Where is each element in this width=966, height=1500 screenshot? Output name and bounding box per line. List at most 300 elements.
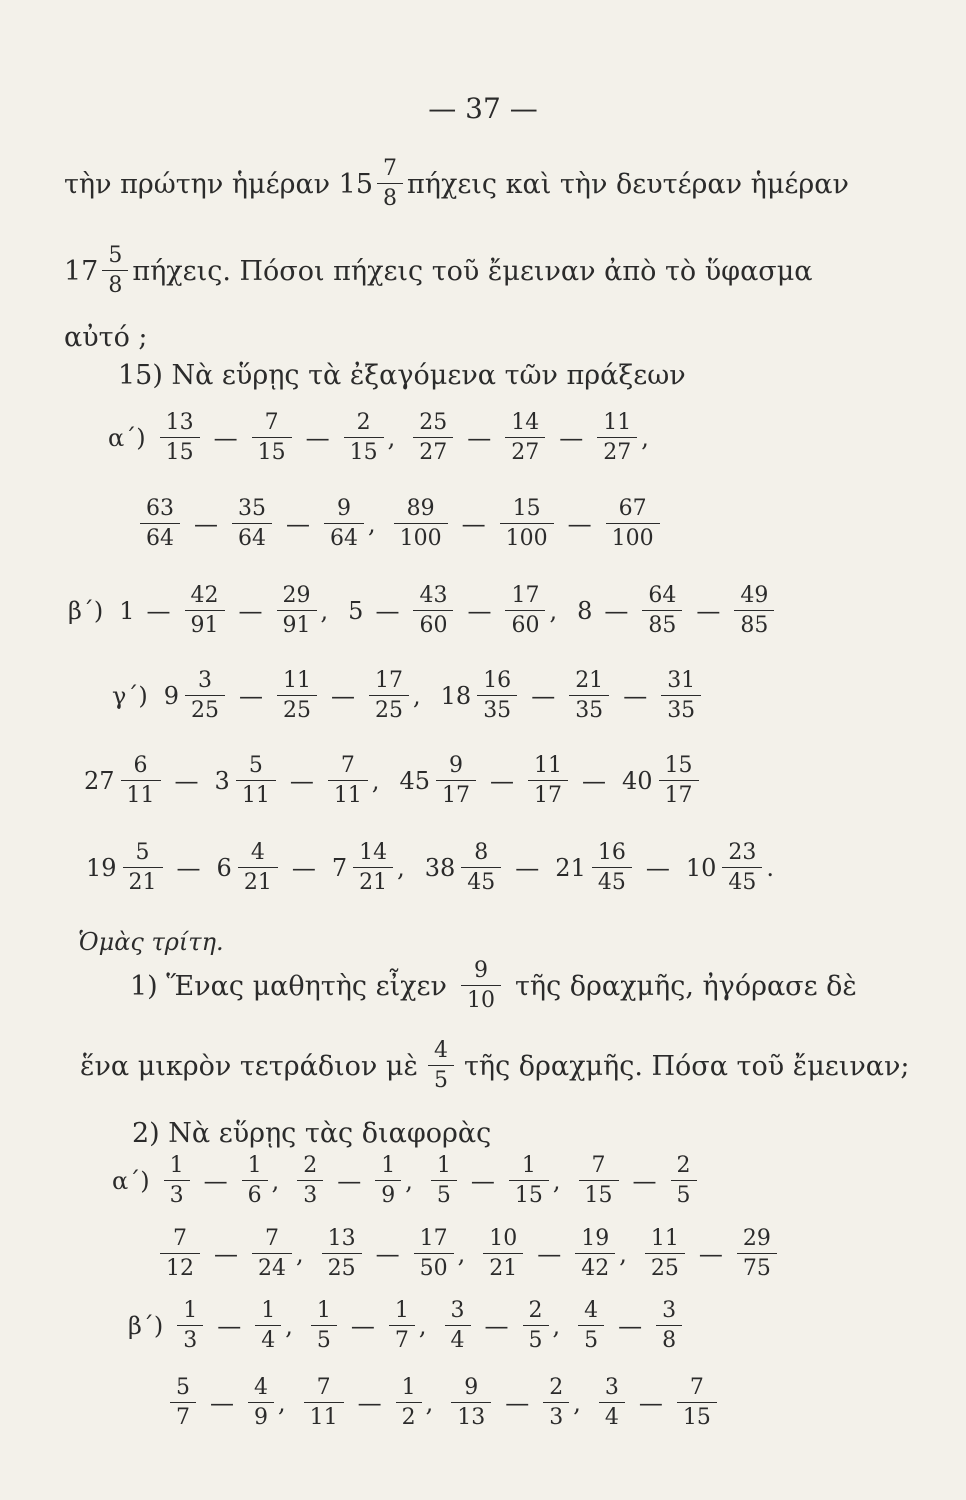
fraction [164, 1155, 190, 1207]
punctuation: , [387, 424, 396, 452]
fraction [645, 1228, 685, 1280]
denominator: 11 [121, 780, 161, 807]
fraction: $\frac{4}{5}$ [428, 1040, 454, 1092]
fraction [413, 585, 453, 637]
denominator: 13 [451, 1402, 491, 1429]
page-number: — 37 — [428, 92, 538, 125]
whole-number: 7 [331, 854, 348, 882]
minus-sign: — [375, 597, 400, 625]
denominator: 17 [436, 780, 476, 807]
whole-number: 38 [424, 854, 456, 882]
minus-sign: — [698, 1240, 723, 1268]
punctuation: . [766, 854, 775, 882]
fraction [661, 670, 701, 722]
minus-sign: — [217, 1312, 242, 1340]
numerator: 4 [584, 1298, 599, 1323]
fraction [509, 1155, 549, 1207]
fraction [579, 1155, 619, 1207]
numerator: 9 [337, 496, 351, 521]
minus-sign: — [467, 597, 492, 625]
numerator: 7 [265, 1226, 279, 1251]
whole-number: 10 [685, 854, 717, 882]
item-label: β΄) [128, 1312, 164, 1340]
fraction [578, 1300, 604, 1352]
denominator: 100 [394, 523, 448, 550]
denominator: 85 [642, 610, 682, 637]
fraction [414, 1228, 454, 1280]
numerator: 3 [604, 1375, 619, 1400]
minus-sign: — [484, 1312, 509, 1340]
fraction [394, 498, 448, 550]
numerator: 2 [303, 1153, 318, 1178]
denominator: 15 [344, 437, 384, 464]
punctuation: , [285, 1312, 293, 1340]
minus-sign: — [238, 597, 263, 625]
minus-sign: — [696, 597, 721, 625]
difference-row-4 [166, 1377, 721, 1429]
fraction [505, 412, 545, 464]
numerator: 1 [183, 1298, 198, 1323]
punctuation: , [573, 1389, 581, 1417]
numerator: 49 [740, 583, 769, 608]
difference-row-2 [156, 1228, 781, 1280]
minus-sign: — [176, 854, 201, 882]
minus-sign: — [582, 767, 607, 795]
minus-sign: — [567, 510, 592, 538]
numerator: 14 [359, 840, 388, 865]
denominator: 64 [324, 523, 364, 550]
denominator: 25 [369, 695, 409, 722]
punctuation: , [405, 1167, 413, 1195]
fraction [734, 585, 774, 637]
denominator: 35 [661, 695, 701, 722]
denominator: 12 [160, 1253, 200, 1280]
denominator: 64 [232, 523, 272, 550]
exercise-row-2 [136, 498, 664, 550]
denominator: 85 [734, 610, 774, 637]
whole-number: 18 [440, 682, 472, 710]
numerator: 7 [173, 1226, 187, 1251]
exercise-row-1 [108, 412, 663, 464]
denominator: 15 [160, 437, 200, 464]
fraction [543, 1377, 569, 1429]
fraction [353, 842, 393, 894]
punctuation: , [371, 767, 380, 795]
denominator: 15 [252, 437, 292, 464]
denominator: 4 [255, 1325, 281, 1352]
fraction [396, 1377, 422, 1429]
item-label: α΄) [112, 1167, 150, 1195]
denominator: 5 [523, 1325, 549, 1352]
fraction [123, 842, 163, 894]
minus-sign: — [461, 510, 486, 538]
numerator: 7 [689, 1375, 704, 1400]
numerator: 3 [198, 668, 212, 693]
difference-row-1 [112, 1155, 701, 1207]
numerator: 6 [133, 753, 148, 778]
minus-sign: — [174, 767, 199, 795]
minus-sign: — [531, 682, 556, 710]
intro-line-1 [64, 158, 849, 210]
whole-number: 27 [84, 767, 115, 795]
numerator: 11 [650, 1226, 679, 1251]
fraction [252, 1228, 292, 1280]
whole-number: 6 [216, 854, 232, 882]
numerator: 42 [190, 583, 219, 608]
fraction [528, 755, 568, 807]
numerator: 2 [356, 410, 371, 435]
fraction [375, 1155, 401, 1207]
punctuation: , [271, 1167, 280, 1195]
fraction [451, 1377, 491, 1429]
denominator: 27 [505, 437, 545, 464]
denominator: 21 [483, 1253, 523, 1280]
exercise-row-6 [80, 842, 788, 894]
punctuation: , [296, 1240, 304, 1268]
fraction [277, 670, 317, 722]
numerator: 21 [575, 668, 604, 693]
denominator: 91 [277, 610, 317, 637]
minus-sign: — [350, 1312, 375, 1340]
punctuation: , [413, 682, 421, 710]
minus-sign: — [291, 854, 316, 882]
fraction [642, 585, 682, 637]
minus-sign: — [214, 1240, 238, 1268]
fraction [505, 585, 545, 637]
item-label: α΄) [108, 424, 146, 452]
denominator: 15 [677, 1402, 717, 1429]
denominator: 3 [297, 1180, 323, 1207]
minus-sign: — [505, 1389, 530, 1417]
numerator: 31 [667, 668, 696, 693]
intro-text-1a: τὴν πρώτην ἡμέραν 15 [64, 168, 374, 200]
fraction [500, 498, 554, 550]
minus-sign: — [515, 854, 540, 882]
denominator: 7 [170, 1402, 196, 1429]
numerator: 7 [264, 410, 279, 435]
fraction: $\frac{9}{10}$ [461, 960, 501, 1012]
denominator: 6 [242, 1180, 268, 1207]
denominator: 3 [177, 1325, 203, 1352]
minus-sign: — [623, 682, 648, 710]
minus-sign: — [286, 510, 310, 538]
numerator: 43 [419, 583, 448, 608]
denominator: 5 [578, 1325, 604, 1352]
punctuation: , [368, 510, 376, 538]
exercise-row-4 [112, 670, 705, 722]
denominator: 15 [509, 1180, 549, 1207]
fraction [445, 1300, 471, 1352]
numerator: 1 [436, 1153, 451, 1178]
fraction [737, 1228, 777, 1280]
fraction [255, 1300, 281, 1352]
denominator: 91 [185, 610, 225, 637]
numerator: 17 [511, 583, 540, 608]
fraction [575, 1228, 615, 1280]
minus-sign: — [289, 767, 314, 795]
fraction [238, 842, 278, 894]
numerator: 35 [238, 496, 266, 521]
fraction [344, 412, 384, 464]
denominator: 3 [164, 1180, 190, 1207]
denominator: 2 [396, 1402, 422, 1429]
minus-sign: — [490, 767, 515, 795]
punctuation: , [320, 597, 329, 625]
numerator: 1 [521, 1153, 536, 1178]
denominator: 15 [579, 1180, 619, 1207]
difference-row-3 [128, 1300, 686, 1352]
whole-number: 8 [577, 597, 593, 625]
fraction [185, 585, 225, 637]
minus-sign: — [239, 682, 263, 710]
numerator: 89 [406, 496, 435, 521]
fraction [324, 498, 364, 550]
punctuation: , [619, 1240, 627, 1268]
minus-sign: — [213, 424, 238, 452]
fraction [659, 755, 699, 807]
punctuation: , [549, 597, 558, 625]
fraction [461, 842, 501, 894]
numerator: 1 [261, 1298, 276, 1323]
denominator: 25 [645, 1253, 685, 1280]
denominator: 7 [389, 1325, 415, 1352]
whole-number: 5 [348, 597, 364, 625]
minus-sign: — [194, 510, 218, 538]
minus-sign: — [537, 1240, 562, 1268]
denominator: 9 [248, 1402, 274, 1429]
numerator: 16 [483, 668, 512, 693]
punctuation: , [457, 1240, 466, 1268]
denominator: 75 [737, 1253, 777, 1280]
denominator: 35 [569, 695, 609, 722]
numerator: 4 [254, 1375, 268, 1400]
fraction [389, 1300, 415, 1352]
numerator: 7 [340, 753, 355, 778]
numerator: 11 [283, 668, 311, 693]
numerator: 29 [742, 1226, 771, 1251]
fraction [236, 755, 276, 807]
fraction [656, 1300, 682, 1352]
numerator: 67 [618, 496, 647, 521]
numerator: 1 [401, 1375, 416, 1400]
numerator: 3 [662, 1298, 677, 1323]
problem-1-line-1: 1) Ἕνας μαθητὴς εἶχεν $\frac{9}{10}$ τῆς δραχμῆς, ἠγόρασε δὲ [130, 958, 857, 1013]
punctuation: , [552, 1312, 561, 1340]
denominator: 8 [656, 1325, 682, 1352]
fraction [671, 1155, 697, 1207]
numerator: 1 [316, 1298, 331, 1323]
punctuation: , [552, 1167, 561, 1195]
numerator: 2 [528, 1298, 543, 1323]
fraction [328, 755, 368, 807]
numerator: 2 [549, 1375, 564, 1400]
minus-sign: — [470, 1167, 495, 1195]
fraction [477, 670, 517, 722]
denominator: 21 [238, 867, 278, 894]
denominator: 25 [277, 695, 317, 722]
fraction [413, 412, 453, 464]
numerator: 5 [176, 1375, 190, 1400]
minus-sign: — [638, 1389, 663, 1417]
fraction [160, 412, 200, 464]
intro-line-3: αὐτό ; [64, 322, 148, 353]
numerator: 17 [375, 668, 403, 693]
group-title: Ὁμὰς τρίτη. [78, 928, 224, 956]
fraction [185, 670, 225, 722]
minus-sign: — [357, 1389, 382, 1417]
numerator: 13 [327, 1226, 356, 1251]
numerator: 15 [664, 753, 693, 778]
denominator: 50 [414, 1253, 454, 1280]
punctuation: , [418, 1312, 427, 1340]
denominator: 100 [500, 523, 554, 550]
fraction: $\frac{5}{8}$ [102, 245, 128, 297]
minus-sign: — [645, 854, 670, 882]
problem-2-title: 2) Νὰ εὕρῃς τὰς διαφορὰς [132, 1118, 492, 1149]
whole-number: 1 [119, 597, 135, 625]
minus-sign: — [618, 1312, 643, 1340]
denominator: 25 [322, 1253, 362, 1280]
denominator: 100 [606, 523, 660, 550]
whole-number: 45 [399, 767, 431, 795]
fraction [304, 1377, 344, 1429]
exercise-row-5 [78, 755, 703, 807]
numerator: 7 [316, 1375, 331, 1400]
denominator: 60 [413, 610, 453, 637]
denominator: 35 [477, 695, 517, 722]
denominator: 21 [353, 867, 393, 894]
minus-sign: — [559, 424, 584, 452]
denominator: 5 [311, 1325, 337, 1352]
fraction [177, 1300, 203, 1352]
denominator: 11 [236, 780, 276, 807]
fraction [722, 842, 762, 894]
fraction [431, 1155, 457, 1207]
denominator: 5 [671, 1180, 697, 1207]
exercise-15-title: 15) Νὰ εὕρῃς τὰ ἐξαγόμενα τῶν πράξεων [118, 360, 686, 391]
fraction [592, 842, 632, 894]
exercise-row-3 [68, 585, 778, 637]
numerator: 4 [250, 840, 265, 865]
denominator: 4 [599, 1402, 625, 1429]
fraction [606, 498, 660, 550]
denominator: 25 [185, 695, 225, 722]
whole-number: 3 [214, 767, 230, 795]
intro-line-2: 17 $\frac{5}{8}$ πήχεις. Πόσοι πήχεις τοῦ ἔμειναν ἀπὸ τὸ ὕφασμα [64, 243, 813, 298]
minus-sign: — [203, 1167, 228, 1195]
minus-sign: — [604, 597, 629, 625]
numerator: 1 [394, 1298, 409, 1323]
punctuation: , [397, 854, 405, 882]
numerator: 9 [464, 1375, 479, 1400]
numerator: 14 [511, 410, 540, 435]
numerator: 11 [534, 753, 563, 778]
fraction [677, 1377, 717, 1429]
denominator: 17 [528, 780, 568, 807]
numerator: 9 [449, 753, 464, 778]
fraction [436, 755, 476, 807]
whole-number: 9 [163, 682, 179, 710]
minus-sign: — [467, 424, 492, 452]
numerator: 19 [581, 1226, 610, 1251]
item-label: β΄) [68, 597, 104, 625]
fraction [252, 412, 292, 464]
denominator: 27 [597, 437, 637, 464]
fraction [322, 1228, 362, 1280]
fraction [232, 498, 272, 550]
denominator: 3 [543, 1402, 569, 1429]
numerator: 2 [676, 1153, 691, 1178]
intro-text-2b: πήχεις. Πόσοι πήχεις τοῦ ἔμειναν ἀπὸ τὸ ὕφασμα [132, 255, 813, 287]
denominator: 5 [431, 1180, 457, 1207]
numerator: 25 [419, 410, 448, 435]
problem-1-line-2: ἕνα μικρὸν τετράδιον μὲ $\frac{4}{5}$ τῆς δραχμῆς. Πόσα τοῦ ἔμειναν; [80, 1038, 910, 1093]
minus-sign: — [632, 1167, 657, 1195]
punctuation: , [425, 1389, 434, 1417]
numerator: 64 [648, 583, 677, 608]
numerator: 7 [591, 1153, 606, 1178]
numerator: 17 [419, 1226, 448, 1251]
fraction [121, 755, 161, 807]
intro-text-1b: πήχεις καὶ τὴν δευτέραν ἡμέραν [407, 168, 849, 200]
punctuation: , [641, 424, 649, 452]
denominator: 60 [505, 610, 545, 637]
fraction [569, 670, 609, 722]
numerator: 10 [489, 1226, 518, 1251]
denominator: 45 [722, 867, 762, 894]
punctuation: , [278, 1389, 286, 1417]
fraction [369, 670, 409, 722]
numerator: 29 [282, 583, 311, 608]
numerator: 15 [512, 496, 541, 521]
fraction [170, 1377, 196, 1429]
fraction [277, 585, 317, 637]
denominator: 42 [575, 1253, 615, 1280]
fraction [160, 1228, 200, 1280]
numerator: 63 [146, 496, 174, 521]
numerator: 1 [247, 1153, 262, 1178]
denominator: 27 [413, 437, 453, 464]
denominator: 45 [592, 867, 632, 894]
denominator: 4 [445, 1325, 471, 1352]
minus-sign: — [375, 1240, 400, 1268]
fraction [483, 1228, 523, 1280]
fraction [140, 498, 180, 550]
numerator: 1 [169, 1153, 184, 1178]
whole-number: 40 [622, 767, 653, 795]
numerator: 5 [248, 753, 263, 778]
whole-number: 19 [86, 854, 117, 882]
fraction [599, 1377, 625, 1429]
numerator: 13 [165, 410, 194, 435]
denominator: 24 [252, 1253, 292, 1280]
denominator: 21 [123, 867, 163, 894]
numerator: 3 [450, 1298, 465, 1323]
fraction [248, 1377, 274, 1429]
minus-sign: — [305, 424, 330, 452]
numerator: 8 [474, 840, 489, 865]
fraction [242, 1155, 268, 1207]
numerator: 11 [603, 410, 632, 435]
denominator: 11 [304, 1402, 344, 1429]
fraction [597, 412, 637, 464]
denominator: 17 [659, 780, 699, 807]
fraction [523, 1300, 549, 1352]
fraction [297, 1155, 323, 1207]
numerator: 1 [381, 1153, 396, 1178]
minus-sign: — [146, 597, 171, 625]
minus-sign: — [331, 682, 355, 710]
